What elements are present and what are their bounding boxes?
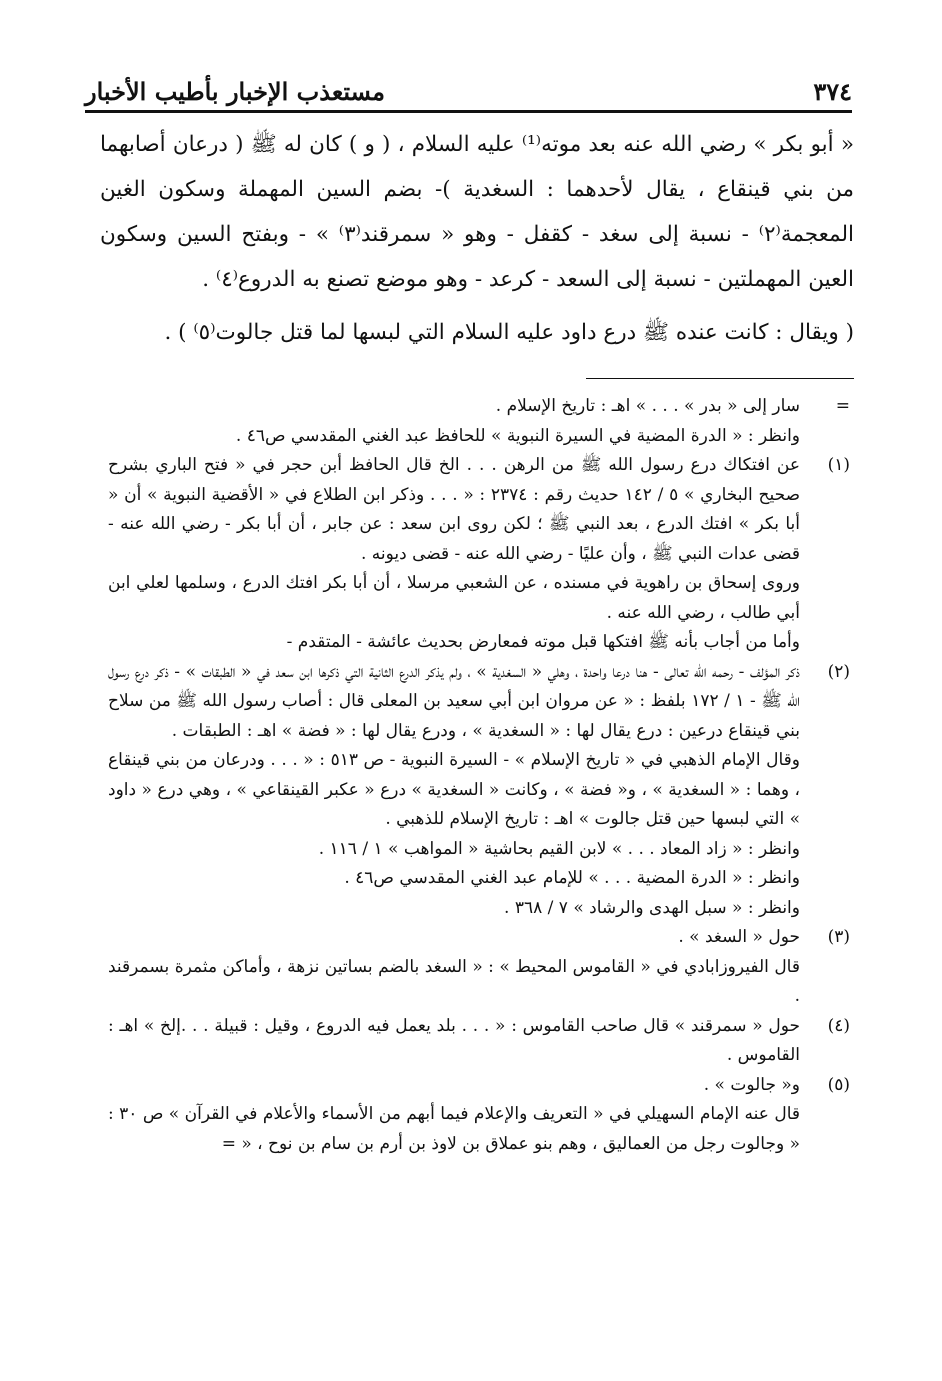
continuation-line-1: سار إلى « بدر » . . . » اهـ : تاريخ الإسلام . — [495, 396, 800, 416]
footnote-4 — [108, 1012, 850, 1071]
main-text — [100, 122, 854, 355]
footnote-paragraph: وروى إسحاق بن راهوية في مسنده ، عن الشعبي مرسلا ، أن أبا بكر افتك الدرع ، وسلمها لعلي ابن أبي طالب ، رضي الله عنه . — [108, 573, 800, 623]
page-number: ٣٧٤ — [813, 77, 852, 106]
footnote-number: (٣) — [827, 927, 850, 947]
footnote-separator — [586, 378, 854, 379]
footnote-paragraph: وانظر : « زاد المعاد . . . » لابن القيم بحاشية « المواهب » ١ / ١١٦ . — [318, 838, 800, 859]
footnote-2 — [108, 658, 850, 924]
continuation-line-2: وانظر : « الدرة المضية في السيرة النبوية » للحافظ عبد الغني المقدسي ص٤٦ . — [235, 425, 800, 446]
footnote-paragraph: وانظر : « سبل الهدى والرشاد » ٧ / ٣٦٨ . — [504, 897, 800, 918]
footnote-paragraph: قال الفيروزابادي في « القاموس المحيط » : « السغد بالضم بساتين نزهة ، وأماكن مثمرة بسمرقند . — [108, 956, 800, 1006]
footnote-paragraph: عن افتكاك درع رسول الله ﷺ من الرهن . . . الخ قال الحافظ أبن حجر في « فتح الباري بشرح صحيح البخاري » ٥ / ١٤٢ حديث رقم : ٢٣٧٤ : « . . . وذكر ابن الطلاع في « الأقضية النبوية » أن « أبا بكر » افتك الدرع ، بعد النبي ﷺ ؛ لكن روى ابن سعد : عن جابر ، أن أبا بكر - رضي الله عنه - قضى عدات النبي ﷺ ، وأن عليًا - رضي الله عنه - قضى ديونه . — [108, 455, 801, 564]
header-rule — [85, 110, 852, 113]
footnote-number: (٤) — [827, 1015, 850, 1036]
footnote-5 — [108, 1071, 850, 1160]
footnote-paragraph: قال عنه الإمام السهيلي في « التعريف والإعلام فيما أبهم من الأسماء والأعلام في القرآن » ص ٣٠ : « وجالوت رجل من العماليق ، وهم بنو عملاق بن لاوذ بن أرم بن سام بن نوح ، « = — [108, 1104, 800, 1154]
footnote-1 — [108, 451, 850, 658]
footnote-paragraph: و« جالوت » . — [703, 1074, 800, 1095]
page-header — [85, 66, 852, 106]
footnote-number: (١) — [827, 455, 850, 475]
footnote-paragraph: وأما من أجاب بأنه ﷺ افتكها قبل موته فمعارض بحديث عائشة - المتقدم - — [286, 632, 800, 652]
continuation-marker: = — [835, 396, 850, 416]
footnote-number: (٥) — [827, 1074, 850, 1095]
main-paragraph-2: ( ويقال : كانت عنده ﷺ درع داود عليه السلام التي لبسها لما قتل جالوت⁽٥⁾ ) . — [164, 320, 854, 345]
main-paragraph-1: « أبو بكر » رضي الله عنه بعد موته⁽¹⁾ عليه السلام ، ( و ) كان له ﷺ ( درعان أصابهما من بني قينقاع ، يقال لأحدهما : السغدية )- بضم السين المهملة وسكون الغين المعجمة⁽٢⁾ - نسبة إلى سغد - كقفل - وهو « سمرقند⁽٣⁾ » - وبفتح السين وسكون العين المهملتين - نسبة إلى السعد - كرعد - وهو موضع تصنع به الدروع⁽٤⁾ . — [100, 132, 854, 292]
footnotes — [108, 392, 850, 1159]
footnote-paragraph: حول « السغد » . — [678, 927, 800, 947]
footnote-number: (٢) — [827, 661, 850, 682]
footnote-paragraph: ذكر المؤلف - رحمه الله تعالى - هنا درعا واحدة ، وهلي « السغدية » ، ولم يذكر الدرع الثانية التي ذكرها ابن سعد في « الطبقات » - ذكر درع رسول الله ﷺ - ١ / ١٧٢ بلفظ : « عن مروان ابن أبي سعيد بن المعلى قال : أصاب رسول الله ﷺ من سلاح بني قينقاع درعين : درع يقال لها : « السغدية » ، ودرع يقال لها : « فضة » اهـ : الطبقات . — [108, 661, 800, 741]
footnote-paragraph: وانظر : « الدرة المضية . . . » للإمام عبد الغني المقدسي ص٤٦ . — [344, 868, 800, 888]
footnote-paragraph: حول « سمرقند » قال صاحب القاموس : « . . . بلد يعمل فيه الدروع ، وقيل : قبيلة . . .إلخ » اهـ : القاموس . — [108, 1015, 800, 1065]
footnote-continuation — [108, 392, 850, 451]
footnote-paragraph: وقال الإمام الذهبي في « تاريخ الإسلام » - السيرة النبوية - ص ٥١٣ : « . . . ودرعان من بني قينقاع ، وهما : « السغدية » ، و« فضة » ، وكانت « السغدية » درع « عكبر القينقاعي » ، وهي درع « داود » التي لبسها حين قتل جالوت » اهـ : تاريخ الإسلام للذهبي . — [108, 750, 800, 829]
book-title: مستعذب الإخبار بأطيب الأخبار — [85, 77, 385, 106]
footnote-3 — [108, 923, 850, 1012]
